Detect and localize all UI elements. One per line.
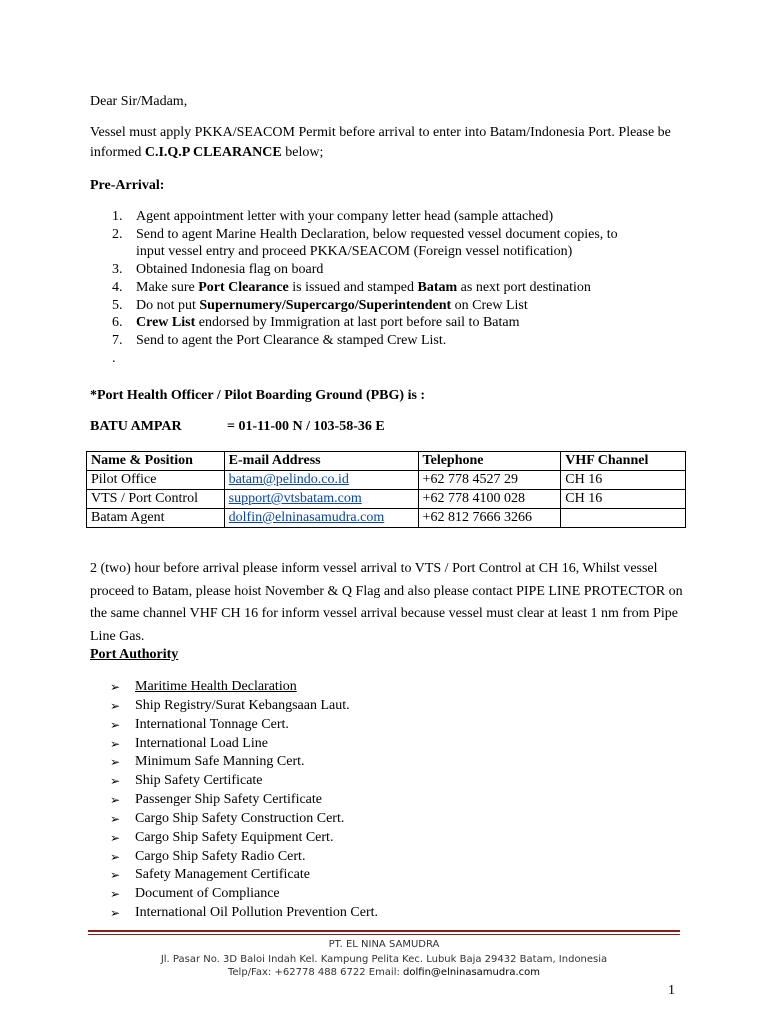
item-number: 3. <box>112 262 123 278</box>
arrow-bullet-icon: ➢ <box>110 698 121 713</box>
arrow-bullet-icon: ➢ <box>110 868 121 883</box>
table-row <box>87 509 686 528</box>
cell-phone: +62 778 4527 29 <box>418 471 561 490</box>
list-item-text: International Oil Pollution Prevention Cert. <box>135 905 379 921</box>
footer-email[interactable]: dolfin@elninasamudra.com <box>403 967 540 978</box>
item-text: Do not put <box>136 297 200 313</box>
greeting: Dear Sir/Madam, <box>90 94 188 109</box>
list-item <box>110 848 378 867</box>
item-text: Make sure <box>136 279 199 295</box>
email-link[interactable]: support@vtsbatam.com <box>228 491 362 506</box>
trailing-dot: . <box>112 350 116 366</box>
pre-arrival-title: Pre-Arrival: <box>90 178 165 193</box>
list-item <box>110 904 378 923</box>
cell-email <box>224 490 418 509</box>
item-text: Agent appointment letter with your company letter head (sample attached) <box>136 209 554 224</box>
item-number: 2. <box>112 226 123 242</box>
item-text: is issued and stamped <box>288 279 418 295</box>
intro-text-end: below; <box>281 145 324 160</box>
item-bold: Batam <box>417 279 458 295</box>
intro-line-2 <box>90 144 323 162</box>
list-item <box>110 678 378 697</box>
item-text: on Crew List <box>451 297 528 313</box>
item-number: 6. <box>112 315 123 331</box>
arrow-bullet-icon: ➢ <box>110 736 121 751</box>
arrow-bullet-icon: ➢ <box>110 906 121 921</box>
list-item <box>110 829 378 848</box>
list-item <box>90 314 690 332</box>
arrow-bullet-icon: ➢ <box>110 793 121 808</box>
arrival-note: 2 (two) hour before arrival please inform vessel arrival to VTS / Port Control at CH 16, Whilst vessel proceed to Batam, please hoist November & Q Flag and also please contact PIPE LINE PROTECTOR on the same channel VHF CH 16 for inform vessel arrival because vessel must clear at least 1 nm from Pipe Line Gas. <box>90 561 683 644</box>
item-bold: Crew List <box>136 315 196 331</box>
footer-phone: Telp/Fax: +62778 488 6722 Email: <box>228 967 404 978</box>
contacts-table <box>86 451 686 528</box>
arrow-bullet-icon: ➢ <box>110 830 121 845</box>
email-link[interactable]: batam@pelindo.co.id <box>228 472 349 487</box>
list-item <box>110 735 378 754</box>
footer-divider-thin <box>88 934 680 935</box>
header-telephone: Telephone <box>418 452 561 471</box>
table-row <box>87 490 686 509</box>
item-number: 7. <box>112 332 123 348</box>
pbg-label: BATU AMPAR <box>90 419 182 434</box>
cell-name: Pilot Office <box>87 471 225 490</box>
item-text-cont: input vessel entry and proceed PKKA/SEACOM (Foreign vessel notification) <box>136 244 573 260</box>
pbg-title: *Port Health Officer / Pilot Boarding Ground (PBG) is : <box>90 388 426 403</box>
intro-line-1: Vessel must apply PKKA/SEACOM Permit before arrival to enter into Batam/Indonesia Port. Please be <box>90 125 671 140</box>
list-item <box>90 261 690 279</box>
list-item-text: International Load Line <box>135 735 268 751</box>
list-item <box>90 208 690 226</box>
pbg-coordinates: = 01-11-00 N / 103-58-36 E <box>227 419 385 434</box>
list-item <box>90 332 690 350</box>
list-item <box>110 697 378 716</box>
cell-email <box>224 471 418 490</box>
cell-vhf <box>561 509 686 528</box>
list-item-text: Passenger Ship Safety Certificate <box>135 792 323 808</box>
footer-address: Jl. Pasar No. 3D Baloi Indah Kel. Kampung Pelita Kec. Lubuk Baja 29432 Batam, Indonesia <box>160 954 608 965</box>
footer-contact <box>88 966 680 979</box>
cell-phone: +62 812 7666 3266 <box>418 509 561 528</box>
list-item <box>110 716 378 735</box>
list-item-text: Maritime Health Declaration <box>135 679 297 694</box>
list-item <box>110 885 378 904</box>
pre-arrival-list <box>90 208 690 367</box>
list-item-text: Cargo Ship Safety Equipment Cert. <box>135 829 334 845</box>
item-text: as next port destination <box>457 279 591 295</box>
cell-vhf: CH 16 <box>561 471 686 490</box>
arrow-bullet-icon: ➢ <box>110 887 121 902</box>
cell-name: Batam Agent <box>87 509 225 528</box>
item-number: 1. <box>112 209 123 224</box>
port-authority-title: Port Authority <box>90 647 179 662</box>
item-number: 4. <box>112 279 123 295</box>
arrow-bullet-icon: ➢ <box>110 811 121 826</box>
table-header-row <box>87 452 686 471</box>
arrow-bullet-icon: ➢ <box>110 717 121 732</box>
list-item <box>110 810 378 829</box>
cell-phone: +62 778 4100 028 <box>418 490 561 509</box>
list-item <box>90 226 690 261</box>
list-item <box>90 279 690 297</box>
arrow-bullet-icon: ➢ <box>110 849 121 864</box>
arrow-bullet-icon: ➢ <box>110 755 121 770</box>
list-item <box>110 791 378 810</box>
port-authority-list <box>110 678 378 923</box>
list-item <box>90 297 690 315</box>
list-item <box>110 866 378 885</box>
footer-divider <box>88 930 680 932</box>
list-item <box>110 772 378 791</box>
item-number: 5. <box>112 297 123 313</box>
cell-email <box>224 509 418 528</box>
list-item-text: Document of Compliance <box>135 886 280 902</box>
list-item-text: Minimum Safe Manning Cert. <box>135 754 305 770</box>
list-item-text: Safety Management Certificate <box>135 867 310 883</box>
list-item <box>110 753 378 772</box>
ciqp-clearance: C.I.Q.P CLEARANCE <box>144 145 282 160</box>
email-link[interactable]: dolfin@elninasamudra.com <box>228 510 385 525</box>
item-text: Send to agent the Port Clearance & stamped Crew List. <box>136 332 447 348</box>
page-number: 1 <box>668 983 675 998</box>
item-bold: Supernumery/Supercargo/Superintendent <box>199 297 452 313</box>
header-name-position: Name & Position <box>87 452 225 471</box>
item-text: Send to agent Marine Health Declaration, below requested vessel document copies, to <box>136 226 618 242</box>
cell-name: VTS / Port Control <box>87 490 225 509</box>
table-row <box>87 471 686 490</box>
list-item-text: Ship Registry/Surat Kebangsaan Laut. <box>135 697 350 713</box>
header-email: E-mail Address <box>224 452 418 471</box>
item-text: Obtained Indonesia flag on board <box>136 262 324 278</box>
cell-vhf: CH 16 <box>561 490 686 509</box>
list-item-text: Ship Safety Certificate <box>135 773 263 789</box>
footer-company: PT. EL NINA SAMUDRA <box>328 939 440 950</box>
list-item-text: International Tonnage Cert. <box>135 716 289 732</box>
arrow-bullet-icon: ➢ <box>110 680 121 694</box>
list-item-text: Cargo Ship Safety Construction Cert. <box>135 810 345 826</box>
item-bold: Port Clearance <box>198 279 289 295</box>
item-text: endorsed by Immigration at last port before sail to Batam <box>195 315 520 331</box>
header-vhf: VHF Channel <box>561 452 686 471</box>
intro-text: informed <box>90 145 145 160</box>
arrow-bullet-icon: ➢ <box>110 774 121 789</box>
list-item-text: Cargo Ship Safety Radio Cert. <box>135 848 306 864</box>
